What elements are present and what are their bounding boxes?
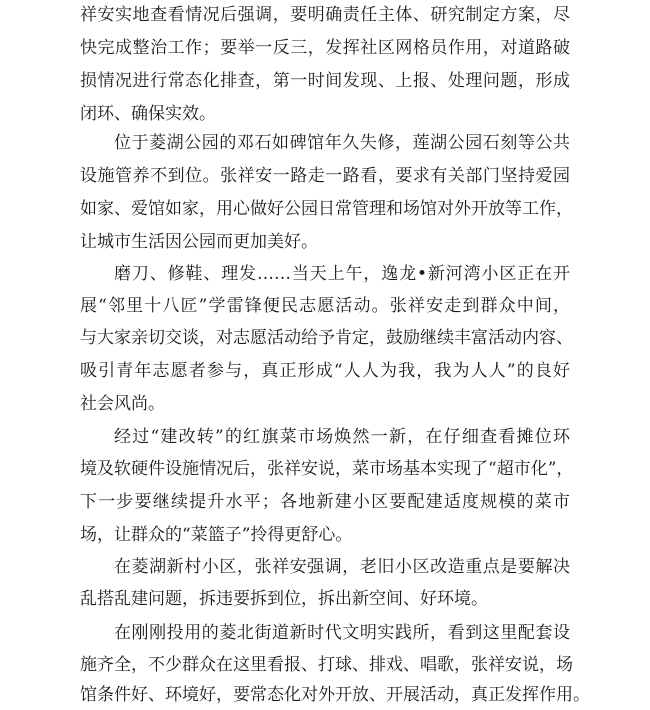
text-line: 场，让群众的“菜篮子”拎得更舒心。 bbox=[80, 525, 353, 545]
text-line: 境及软硬件设施情况后，张祥安说，菜市场基本实现了“超市化”， bbox=[80, 459, 574, 479]
text-line: 经过“建改转”的红旗菜市场焕然一新，在仔细查看摊位环 bbox=[114, 427, 570, 447]
text-line: 与大家亲切交谈，对志愿活动给予肯定，鼓励继续丰富活动内容、 bbox=[80, 328, 573, 348]
text-line: 吸引青年志愿者参与，真正形成“人人为我，我为人人”的良好 bbox=[80, 361, 570, 381]
text-line: 如家、爱馆如家，用心做好公园日常管理和场馆对外开放等工作， bbox=[80, 199, 573, 219]
text-line: 快完成整治工作；要举一反三，发挥社区网格员作用，对道路破 bbox=[80, 38, 570, 58]
text-line: 乱搭乱建问题，拆违要拆到位，拆出新空间、好环境。 bbox=[80, 589, 488, 609]
text-line: 馆条件好、环境好，要常态化对外开放、开展活动，真正发挥作用。 bbox=[80, 685, 590, 705]
text-line: 损情况进行常态化排查，第一时间发现、上报、处理问题，形成 bbox=[80, 71, 570, 91]
text-line: 祥安实地查看情况后强调，要明确责任主体、研究制定方案，尽 bbox=[80, 5, 570, 25]
text-line: 在菱湖新村小区，张祥安强调，老旧小区改造重点是要解决 bbox=[114, 557, 570, 577]
text-line: 设施管养不到位。张祥安一路走一路看，要求有关部门坚持爱园 bbox=[80, 166, 570, 186]
text-line: 施齐全，不少群众在这里看报、打球、排戏、唱歌，张祥安说，场 bbox=[80, 655, 573, 675]
text-line: 社会风尚。 bbox=[80, 394, 165, 414]
text-line: 磨刀、修鞋、理发……当天上午，逸龙•新河湾小区正在开 bbox=[114, 264, 570, 284]
text-line: 闭环、确保实效。 bbox=[80, 104, 216, 124]
text-line: 展“邻里十八匠”学雷锋便民志愿活动。张祥安走到群众中间， bbox=[80, 296, 570, 316]
text-line: 下一步要继续提升水平；各地新建小区要配建适度规模的菜市 bbox=[80, 492, 570, 512]
text-line: 让城市生活因公园而更加美好。 bbox=[80, 232, 318, 252]
text-line: 位于菱湖公园的邓石如碑馆年久失修，莲湖公园石刻等公共 bbox=[114, 133, 570, 153]
text-line: 在刚刚投用的菱北街道新时代文明实践所，看到这里配套设 bbox=[114, 623, 570, 643]
